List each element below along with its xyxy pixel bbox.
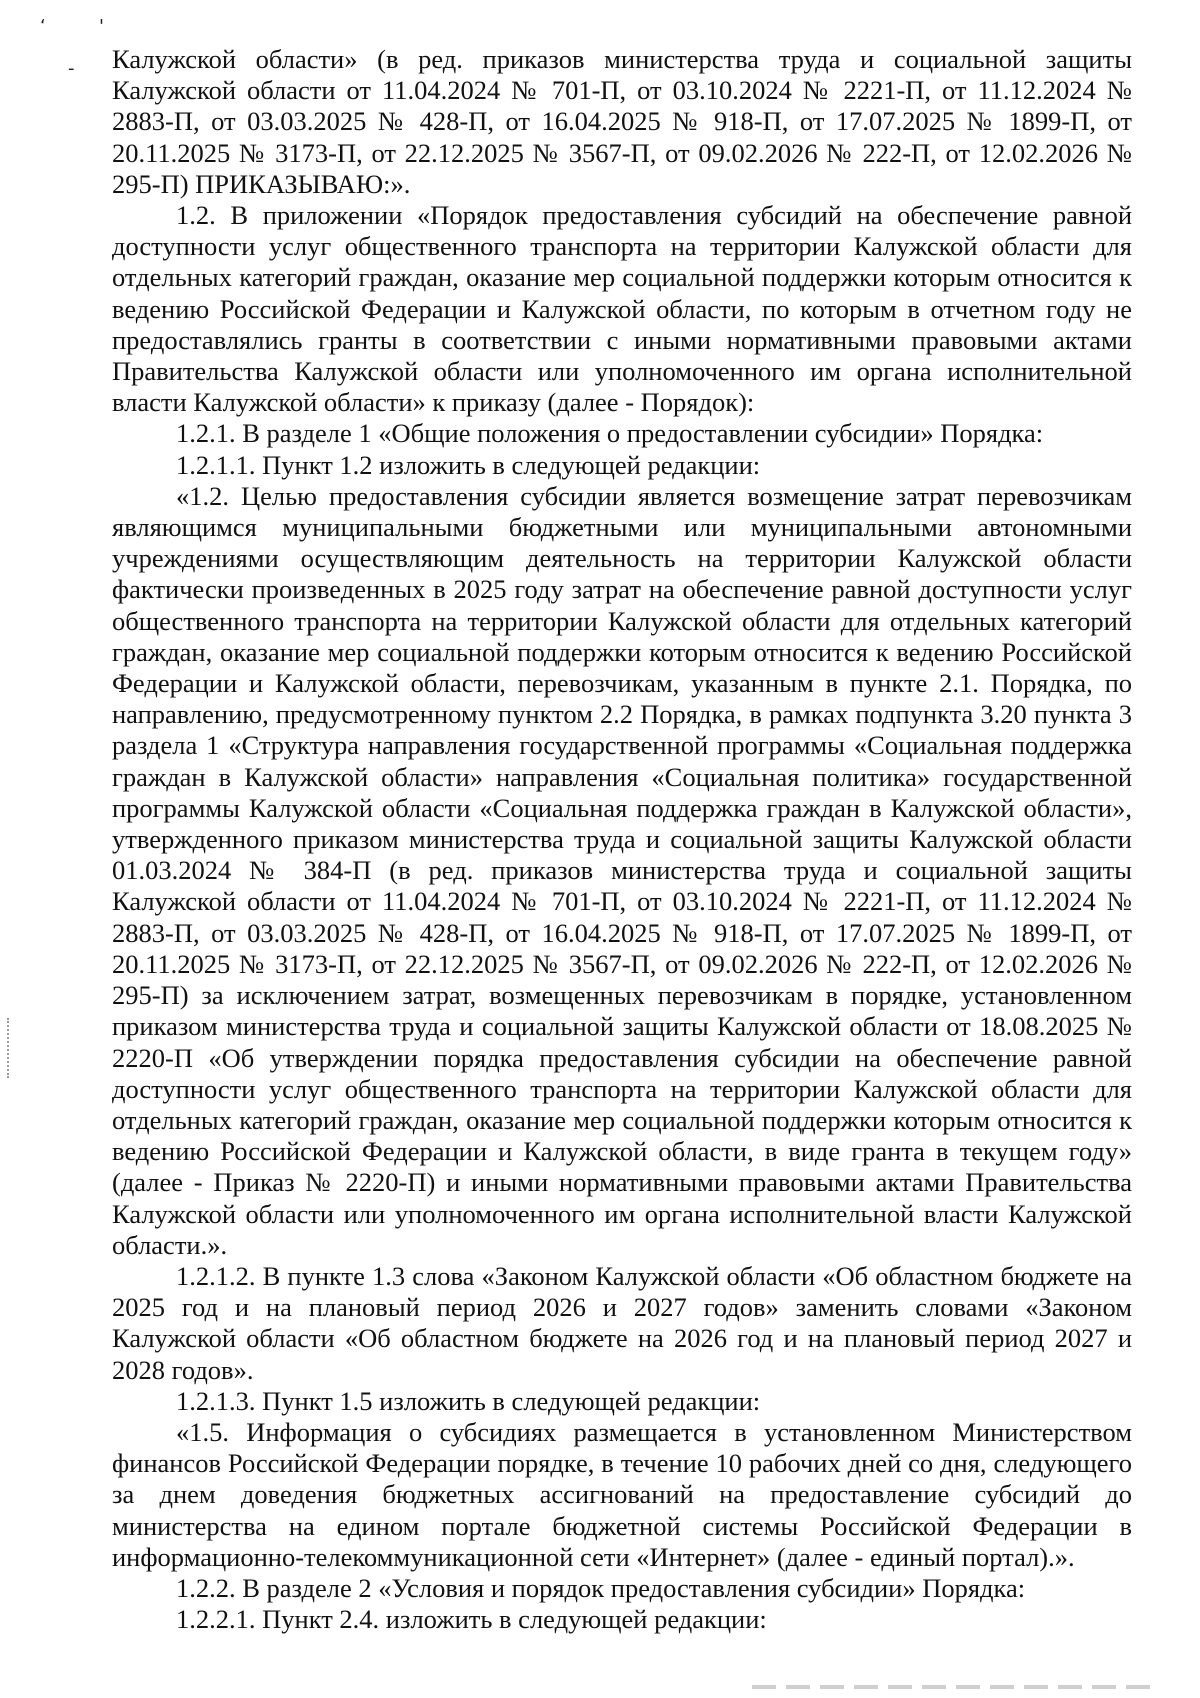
paragraph: 1.2.1.3. Пункт 1.5 изложить в следующей редакции: <box>176 1385 761 1416</box>
scan-mark: - <box>68 58 75 79</box>
paragraph: 1.2.2. В разделе 2 «Условия и порядок предоставления субсидии» Порядка: <box>176 1572 1026 1603</box>
paragraph: «1.5. Информация о субсидиях размещается в установленном Министерством финансов Российской Федерации порядке, в течение 10 рабочих дней со дня, следующего за днем доведения бюджетных ассигнований на предоставление субсидий до министерства на едином портале бюджетной системы Российской Федерации в информационно-телекоммуникационной сети «Интернет» (далее - единый портал).». <box>112 1416 1132 1572</box>
paragraph: 1.2.1.2. В пункте 1.3 слова «Законом Калужской области «Об областном бюджете на 2025 год и на плановый период 2026 и 2027 годов» заменить словами «Законом Калужской области «Об областном бюджете на 2026 год и на плановый период 2027 и 2028 годов». <box>112 1260 1132 1385</box>
paragraph: Калужской области» (в ред. приказов министерства труда и социальной защиты Калужской области от 11.04.2024 № 701-П, от 03.10.2024 № 2221-П, от 11.12.2024 № 2883-П, от 03.03.2025 № 428-П, от 16.04.2025 № 918-П, от 17.07.2025 № 1899-П, от 20.11.2025 № 3173-П, от 22.12.2025 № 3567-П, от 09.02.2026 № 222-П, от 12.02.2026 № 295-П) ПРИКАЗЫВАЮ:». <box>112 44 1132 199</box>
paragraph: 1.2. В приложении «Порядок предоставления субсидий на обеспечение равной доступности услуг общественного транспорта на территории Калужской области для отдельных категорий граждан, оказание мер социальной поддержки которым относится к ведению Российской Федерации и Калужской области, по которым в отчетном году не предоставлялись гранты в соответствии с иными нормативными правовыми актами Правительства Калужской области или уполномоченного им органа исполнительной власти Калужской области» к приказу (далее - Порядок): <box>112 200 1132 418</box>
paragraph: 1.2.2.1. Пункт 2.4. изложить в следующей редакции: <box>176 1604 767 1635</box>
scan-bottom-artifact <box>752 1685 1152 1689</box>
paragraph: 1.2.1.1. Пункт 1.2 изложить в следующей редакции: <box>176 449 761 480</box>
scan-mark: ' <box>99 16 104 37</box>
scan-mark: ‘ <box>40 16 46 37</box>
paragraph: 1.2.1. В разделе 1 «Общие положения о предоставлении субсидии» Порядка: <box>176 418 1044 449</box>
scan-edge-artifact <box>7 1018 11 1078</box>
paragraph: «1.2. Целью предоставления субсидии является возмещение затрат перевозчикам являющимся муниципальными бюджетными или муниципальными автономными учреждениями осуществляющим деятельность на территории Калужской области фактически произведенных в 2025 году затрат на обеспечение равной доступности услуг общественного транспорта на территории Калужской области для отдельных категорий граждан, оказание мер социальной поддержки которым относится к ведению Российской Федерации и Калужской области, перевозчикам, указанным в пункте 2.1. Порядка, по направлению, предусмотренному пунктом 2.2 Порядка, в рамках подпункта 3.20 пункта 3 раздела 1 «Структура направления государственной программы «Социальная поддержка граждан в Калужской области» направления «Социальная политика» государственной программы Калужской области «Социальная поддержка граждан в Калужской области», утвержденного приказом министерства труда и социальной защиты Калужской области 01.03.2024 № 384-П (в ред. приказов министерства труда и социальной защиты Калужской области от 11.04.2024 № 701-П, от 03.10.2024 № 2221-П, от 11.12.2024 № 2883-П, от 03.03.2025 № 428-П, от 16.04.2025 № 918-П, от 17.07.2025 № 1899-П, от 20.11.2025 № 3173-П, от 22.12.2025 № 3567-П, от 09.02.2026 № 222-П, от 12.02.2026 № 295-П) за исключением затрат, возмещенных перевозчикам в порядке, установленном приказом министерства труда и социальной защиты Калужской области от 18.08.2025 № 2220-П «Об утверждении порядка предоставления субсидии на обеспечение равной доступности услуг общественного транспорта на территории Калужской области для отдельных категорий граждан, оказание мер социальной поддержки которым относится к ведению Российской Федерации и Калужской области, в виде гранта в текущем году» (далее - Приказ № 2220-П) и иными нормативными правовыми актами Правительства Калужской области или уполномоченного им органа исполнительной власти Калужской области.». <box>112 480 1132 1260</box>
document-body <box>112 44 1132 1635</box>
